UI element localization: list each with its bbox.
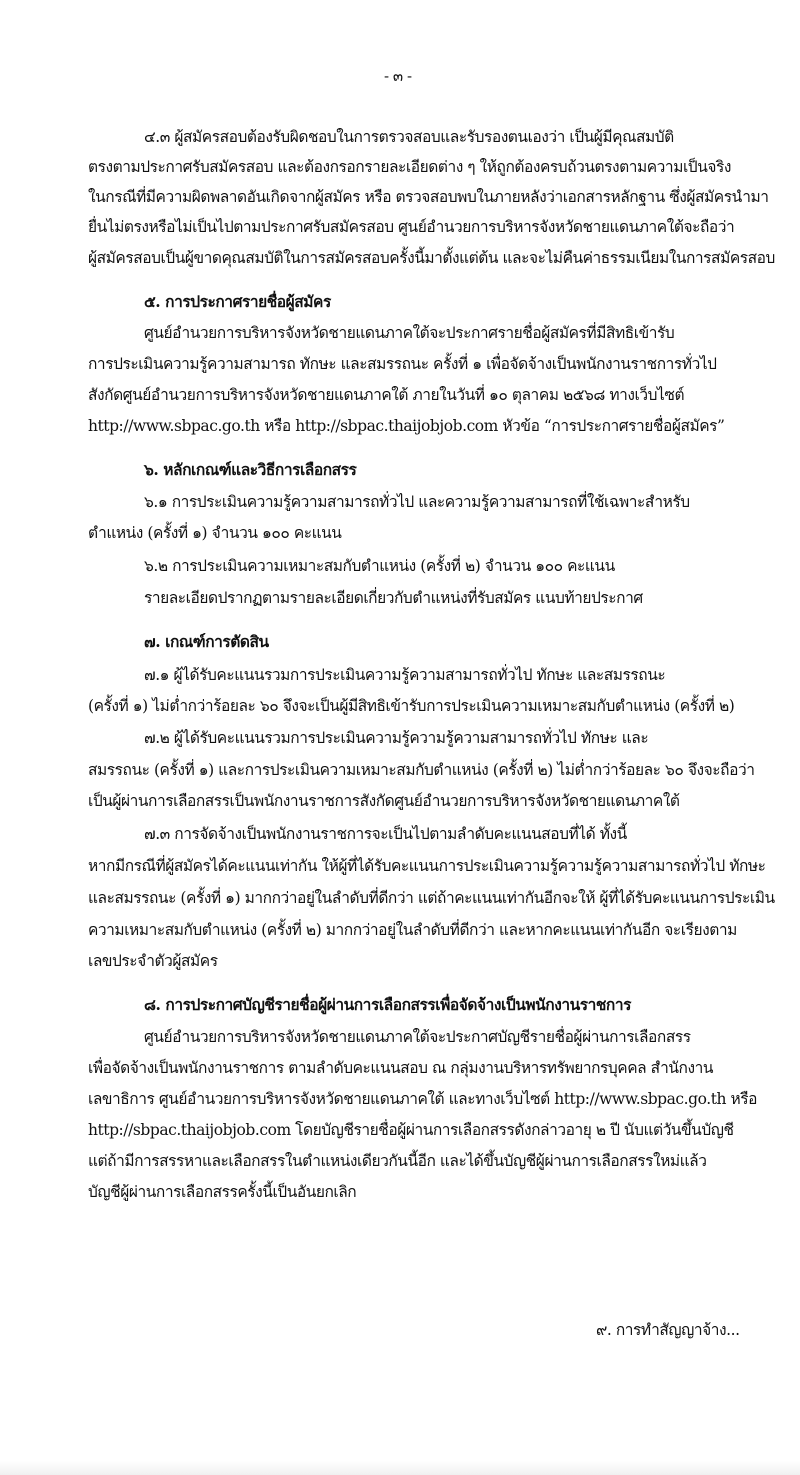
- section-7-line-10: เลขประจำตัวผู้สมัคร: [88, 952, 218, 970]
- section-5-heading: ๕. การประกาศรายชื่อผู้สมัคร: [144, 292, 331, 311]
- section-6-line-4: รายละเอียดปรากฏตามรายละเอียดเกี่ยวกับตำแหน่งที่รับสมัคร แนบท้ายประกาศ: [144, 589, 643, 607]
- section-8-heading: ๘. การประกาศบัญชีรายชื่อผู้ผ่านการเลือกสรรเพื่อจัดจ้างเป็นพนักงานราชการ: [144, 995, 632, 1014]
- section-6-line-2: ตำแหน่ง (ครั้งที่ ๑) จำนวน ๑๐๐ คะแนน: [88, 524, 342, 542]
- section-8-line-6: บัญชีผู้ผ่านการเลือกสรรครั้งนี้เป็นอันยกเลิก: [88, 1183, 357, 1201]
- section-8-line-5: แต่ถ้ามีการสรรหาและเลือกสรรในตำแหน่งเดียวกันนี้อีก และได้ขึ้นบัญชีผู้ผ่านการเลือกสรรใหม่แล้ว: [88, 1152, 707, 1170]
- section-6-line-3: ๖.๒ การประเมินความเหมาะสมกับตำแหน่ง (ครั้งที่ ๒) จำนวน ๑๐๐ คะแนน: [144, 557, 615, 575]
- clause-4-3-line-3: ในกรณีที่มีความผิดพลาดอันเกิดจากผู้สมัคร หรือ ตรวจสอบพบในภายหลังว่าเอกสารหลักฐาน ซึ่งผู้สมัครนำมา: [88, 188, 769, 206]
- section-7-line-6: ๗.๓ การจัดจ้างเป็นพนักงานราชการจะเป็นไปตามลำดับคะแนนสอบที่ได้ ทั้งนี้: [144, 825, 627, 843]
- clause-4-3-line-2: ตรงตามประกาศรับสมัครสอบ และต้องกรอกรายละเอียดต่าง ๆ ให้ถูกต้องครบถ้วนตรงตามความเป็นจริง: [88, 158, 731, 176]
- clause-4-3-line-4: ยื่นไม่ตรงหรือไม่เป็นไปตามประกาศรับสมัครสอบ ศูนย์อำนวยการบริหารจังหวัดชายแดนภาคใต้จะถือว่า: [88, 218, 735, 236]
- section-7-line-4: สมรรถนะ (ครั้งที่ ๑) และการประเมินความเหมาะสมกับตำแหน่ง (ครั้งที่ ๒) ไม่ต่ำกว่าร้อยละ ๖๐ จึงจะถือว่า: [88, 761, 755, 779]
- section-7-line-1: ๗.๑ ผู้ได้รับคะแนนรวมการประเมินความรู้ความสามารถทั่วไป ทักษะ และสมรรถนะ: [144, 666, 666, 684]
- section-6-heading: ๖. หลักเกณฑ์และวิธีการเลือกสรร: [144, 460, 357, 479]
- section-8-line-4: http://sbpac.thaijobjob.com โดยบัญชีรายชื่อผู้ผ่านการเลือกสรรดังกล่าวอายุ ๒ ปี นับแต่วันขึ้นบัญชี: [88, 1121, 734, 1139]
- section-7-line-3: ๗.๒ ผู้ได้รับคะแนนรวมการประเมินความรู้ความรู้ความสามารถทั่วไป ทักษะ และ: [144, 729, 649, 747]
- section-8-line-3: เลขาธิการ ศูนย์อำนวยการบริหารจังหวัดชายแดนภาคใต้ และทางเว็บไซต์ http://www.sbpac.go.th หรือ: [88, 1090, 757, 1108]
- section-7-line-9: ความเหมาะสมกับตำแหน่ง (ครั้งที่ ๒) มากกว่าอยู่ในลำดับที่ดีกว่า และหากคะแนนเท่ากันอีก จะเรียงตาม: [88, 921, 737, 939]
- clause-4-3-line-1: ๔.๓ ผู้สมัครสอบต้องรับผิดชอบในการตรวจสอบและรับรองตนเองว่า เป็นผู้มีคุณสมบัติ: [144, 128, 674, 146]
- page-number: - ๓ -: [384, 67, 412, 85]
- section-7-line-7: หากมีกรณีที่ผู้สมัครได้คะแนนเท่ากัน ให้ผู้ที่ได้รับคะแนนการประเมินความรู้ความรู้ความสามารถทั่วไป ทักษะ: [88, 857, 766, 875]
- section-7-line-8: และสมรรถนะ (ครั้งที่ ๑) มากกว่าอยู่ในลำดับที่ดีกว่า แต่ถ้าคะแนนเท่ากันอีกจะให้ ผู้ที่ได้รับคะแนนการประเมิน: [88, 889, 775, 907]
- clause-4-3-line-5: ผู้สมัครสอบเป็นผู้ขาดคุณสมบัติในการสมัครสอบครั้งนี้มาตั้งแต่ต้น และจะไม่คืนค่าธรรมเนียมในการสมัครสอบ: [88, 249, 775, 267]
- section-7-line-2: (ครั้งที่ ๑) ไม่ต่ำกว่าร้อยละ ๖๐ จึงจะเป็นผู้มีสิทธิเข้ารับการประเมินความเหมาะสมกับตำแหน่ง (ครั้งที่ ๒): [88, 697, 735, 715]
- section-7-heading: ๗. เกณฑ์การตัดสิน: [144, 632, 269, 651]
- section-8-line-2: เพื่อจัดจ้างเป็นพนักงานราชการ ตามลำดับคะแนนสอบ ณ กลุ่มงานบริหารทรัพยากรบุคคล สำนักงาน: [88, 1059, 713, 1077]
- continuation-note: ๙. การทำสัญญาจ้าง...: [596, 1321, 740, 1339]
- section-6-line-1: ๖.๑ การประเมินความรู้ความสามารถทั่วไป และความรู้ความสามารถที่ใช้เฉพาะสำหรับ: [144, 493, 690, 511]
- section-8-line-1: ศูนย์อำนวยการบริหารจังหวัดชายแดนภาคใต้จะประกาศบัญชีรายชื่อผู้ผ่านการเลือกสรร: [144, 1028, 691, 1046]
- section-5-line-4: http://www.sbpac.go.th หรือ http://sbpac.thaijobjob.com หัวข้อ “การประกาศรายชื่อผู้สมัคร”: [88, 417, 725, 435]
- section-7-line-5: เป็นผู้ผ่านการเลือกสรรเป็นพนักงานราชการสังกัดศูนย์อำนวยการบริหารจังหวัดชายแดนภาคใต้: [88, 792, 680, 810]
- section-5-line-1: ศูนย์อำนวยการบริหารจังหวัดชายแดนภาคใต้จะประกาศรายชื่อผู้สมัครที่มีสิทธิเข้ารับ: [144, 324, 675, 342]
- section-5-line-2: การประเมินความรู้ความสามารถ ทักษะ และสมรรถนะ ครั้งที่ ๑ เพื่อจัดจ้างเป็นพนักงานราชการทั่วไป: [88, 355, 717, 373]
- section-5-line-3: สังกัดศูนย์อำนวยการบริหารจังหวัดชายแดนภาคใต้ ภายในวันที่ ๑๐ ตุลาคม ๒๕๖๘ ทางเว็บไซต์: [88, 386, 685, 404]
- scan-bottom-edge: [0, 1461, 800, 1475]
